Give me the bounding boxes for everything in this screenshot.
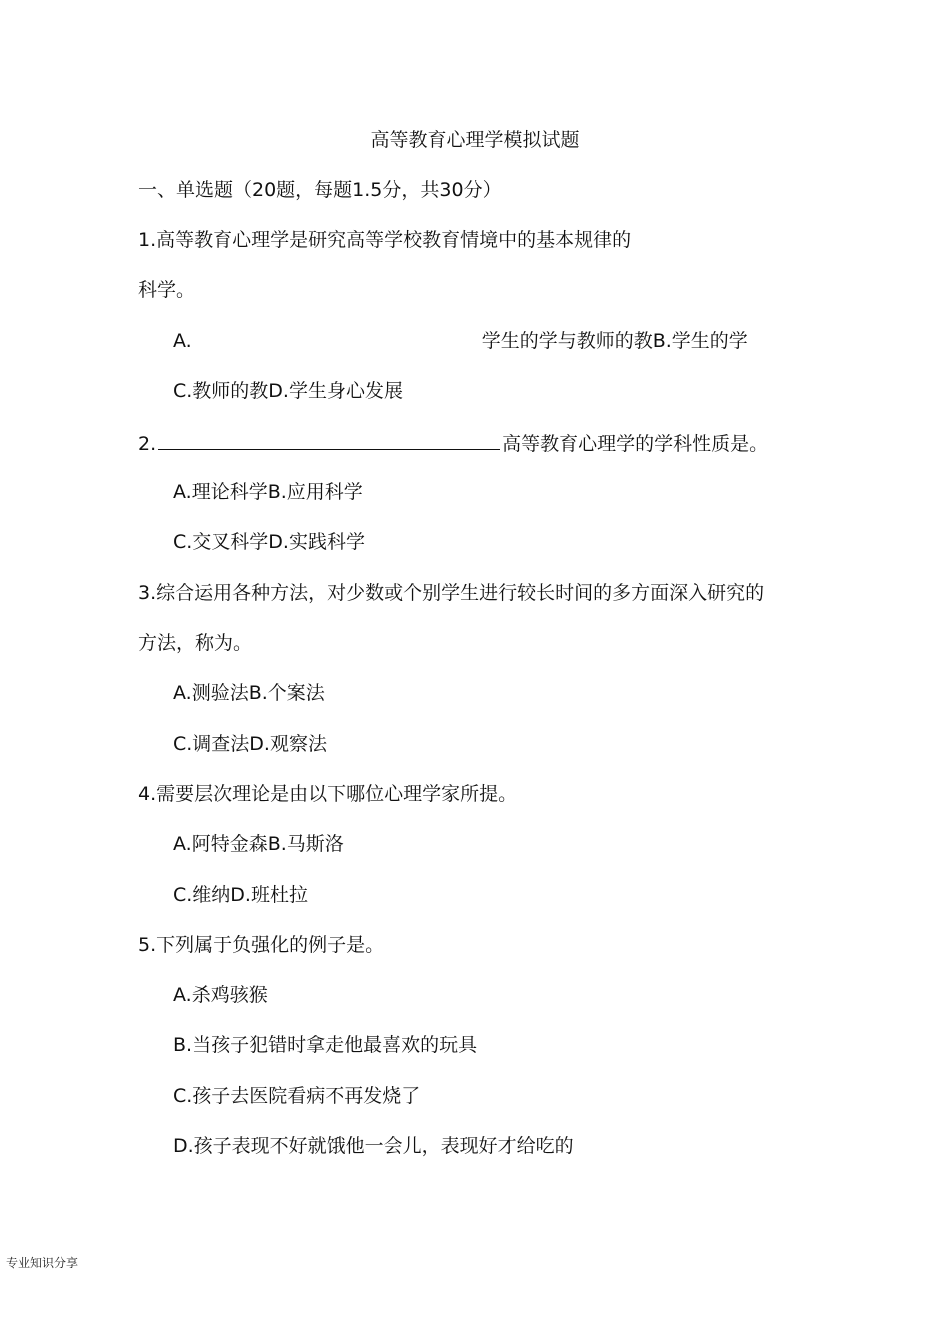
fill-in-blank xyxy=(158,429,500,450)
question-4-options-cd: C.维纳D.班杜拉 xyxy=(173,884,308,906)
question-5-stem: 5.下列属于负强化的例子是。 xyxy=(138,934,385,956)
question-3-stem-continued: 方法，称为。 xyxy=(138,632,253,654)
question-1-option-a-b-text: 学生的学与教师的教B.学生的学 xyxy=(481,330,748,352)
question-4-stem: 4.需要层次理论是由以下哪位心理学家所提。 xyxy=(138,783,518,805)
question-5-option-c: C.孩子去医院看病不再发烧了 xyxy=(173,1085,421,1107)
footer-note: 专业知识分享 xyxy=(6,1256,79,1270)
question-2-number: 2. xyxy=(138,433,157,455)
question-3-stem: 3.综合运用各种方法，对少数或个别学生进行较长时间的多方面深入研究的 xyxy=(138,582,765,604)
question-3-options-cd: C.调查法D.观察法 xyxy=(173,733,327,755)
question-2-options-cd: C.交叉科学D.实践科学 xyxy=(173,531,365,553)
question-2-stem xyxy=(138,429,768,456)
question-1-option-a-label: A. xyxy=(173,330,192,352)
page-title: 高等教育心理学模拟试题 xyxy=(370,129,580,151)
question-1-options-ab xyxy=(173,329,748,353)
question-1-stem: 1.高等教育心理学是研究高等学校教育情境中的基本规律的 xyxy=(138,229,632,251)
question-2-text: 高等教育心理学的学科性质是。 xyxy=(502,433,769,455)
question-3-options-ab: A.测验法B.个案法 xyxy=(173,682,325,704)
question-5-option-a: A.杀鸡骇猴 xyxy=(173,984,268,1006)
question-2-options-ab: A.理论科学B.应用科学 xyxy=(173,481,363,503)
question-5-option-d: D.孩子表现不好就饿他一会儿，表现好才给吃的 xyxy=(173,1135,574,1157)
question-1-options-cd: C.教师的教D.学生身心发展 xyxy=(173,380,403,402)
question-4-options-ab: A.阿特金森B.马斯洛 xyxy=(173,833,344,855)
section-heading: 一、单选题（20题，每题1.5分，共30分） xyxy=(138,179,502,201)
question-5-option-b: B.当孩子犯错时拿走他最喜欢的玩具 xyxy=(173,1034,478,1056)
question-1-stem-continued: 科学。 xyxy=(138,279,196,301)
